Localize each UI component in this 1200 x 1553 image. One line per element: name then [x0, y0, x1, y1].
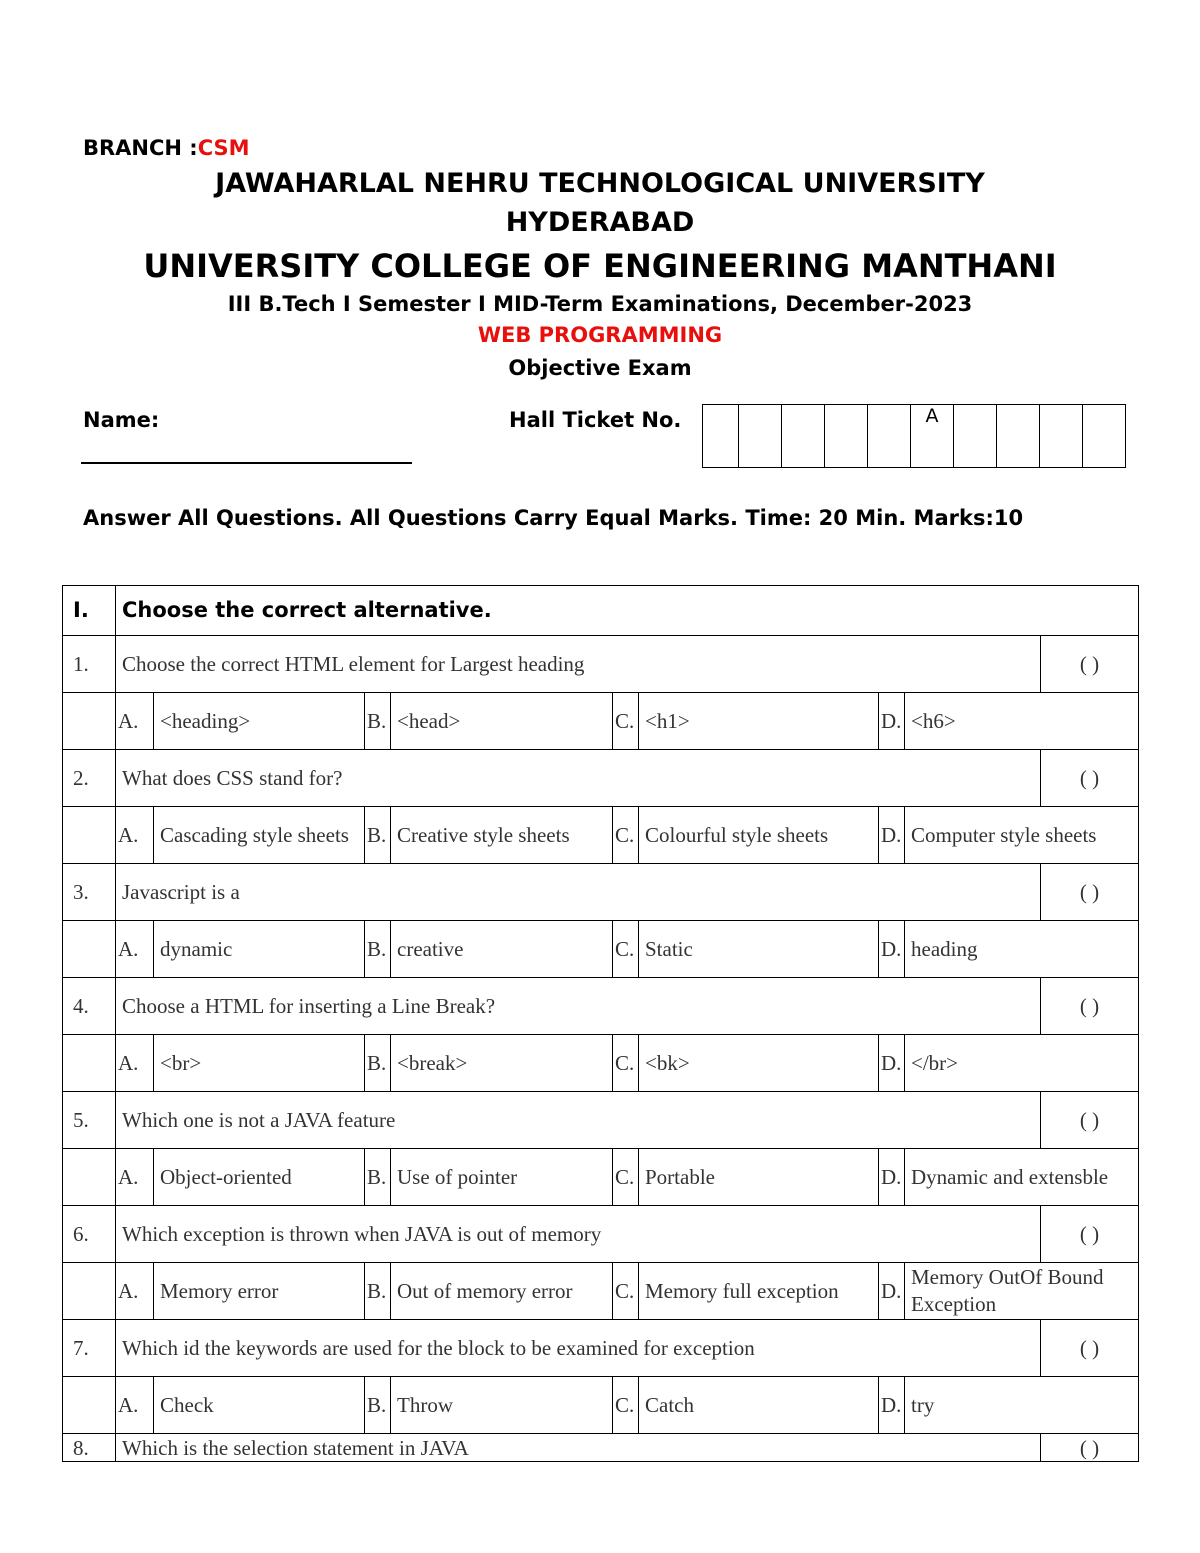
option-text: Dynamic and extensble: [905, 1149, 1139, 1206]
option-text: creative: [391, 921, 613, 978]
option-text: <h1>: [639, 693, 879, 750]
question-row: [63, 1206, 1139, 1263]
option-text: Out of memory error: [391, 1263, 613, 1320]
option-letter: A.: [116, 1263, 154, 1320]
option-text: <br>: [154, 1035, 365, 1092]
question-number: 3.: [63, 864, 116, 921]
instructions: Answer All Questions. All Questions Carry Equal Marks. Time: 20 Min. Marks:10: [83, 506, 1024, 530]
question-number: 6.: [63, 1206, 116, 1263]
option-letter: B.: [365, 1263, 391, 1320]
question-text: Which id the keywords are used for the block to be examined for exception: [116, 1320, 1041, 1377]
question-text: Javascript is a: [116, 864, 1041, 921]
exam-type: Objective Exam: [508, 356, 692, 380]
question-text: Which one is not a JAVA feature: [116, 1092, 1041, 1149]
option-text: Colourful style sheets: [639, 807, 879, 864]
questions-table: [62, 585, 1139, 1462]
option-letter: A.: [116, 1149, 154, 1206]
option-letter: D.: [879, 807, 905, 864]
question-text: What does CSS stand for?: [116, 750, 1041, 807]
option-text: Portable: [639, 1149, 879, 1206]
hall-ticket-box[interactable]: [868, 405, 911, 468]
option-text: Computer style sheets: [905, 807, 1139, 864]
option-text: </br>: [905, 1035, 1139, 1092]
options-row: [63, 807, 1139, 864]
question-text: Which exception is thrown when JAVA is out of memory: [116, 1206, 1041, 1263]
option-text: Use of pointer: [391, 1149, 613, 1206]
option-letter: C.: [613, 1035, 639, 1092]
option-text: Creative style sheets: [391, 807, 613, 864]
options-row: [63, 1263, 1139, 1320]
option-letter: D.: [879, 1149, 905, 1206]
option-letter: D.: [879, 1263, 905, 1320]
options-spacer: [63, 693, 116, 750]
option-letter: B.: [365, 1377, 391, 1434]
option-letter: A.: [116, 921, 154, 978]
option-text: Static: [639, 921, 879, 978]
hall-ticket-boxes: [702, 404, 1126, 468]
answer-bracket[interactable]: ( ): [1041, 1320, 1139, 1377]
option-text: Memory error: [154, 1263, 365, 1320]
option-letter: D.: [879, 1377, 905, 1434]
answer-bracket[interactable]: ( ): [1041, 1434, 1139, 1462]
question-row: [63, 1092, 1139, 1149]
option-text: dynamic: [154, 921, 365, 978]
option-letter: D.: [879, 1035, 905, 1092]
answer-bracket[interactable]: ( ): [1041, 978, 1139, 1035]
options-spacer: [63, 1263, 116, 1320]
option-text: Memory OutOf Bound Exception: [905, 1263, 1139, 1320]
answer-bracket[interactable]: ( ): [1041, 636, 1139, 693]
hall-ticket-box[interactable]: [997, 405, 1040, 468]
question-row: [63, 1320, 1139, 1377]
answer-bracket[interactable]: ( ): [1041, 750, 1139, 807]
option-letter: D.: [879, 693, 905, 750]
question-row: [63, 750, 1139, 807]
option-text: Throw: [391, 1377, 613, 1434]
options-row: [63, 693, 1139, 750]
question-row: [63, 978, 1139, 1035]
option-text: Object-oriented: [154, 1149, 365, 1206]
question-number: 4.: [63, 978, 116, 1035]
options-row: [63, 921, 1139, 978]
option-letter: C.: [613, 1149, 639, 1206]
answer-bracket[interactable]: ( ): [1041, 1092, 1139, 1149]
option-text: Catch: [639, 1377, 879, 1434]
answer-bracket[interactable]: ( ): [1041, 1206, 1139, 1263]
option-text: try: [905, 1377, 1139, 1434]
option-letter: A.: [116, 1035, 154, 1092]
options-spacer: [63, 1377, 116, 1434]
option-letter: A.: [116, 1377, 154, 1434]
question-row: [63, 1434, 1139, 1462]
option-letter: C.: [613, 1377, 639, 1434]
question-number: 1.: [63, 636, 116, 693]
name-field[interactable]: [81, 462, 412, 464]
option-text: <break>: [391, 1035, 613, 1092]
section-number: I.: [63, 586, 116, 636]
answer-bracket[interactable]: ( ): [1041, 864, 1139, 921]
option-letter: B.: [365, 1149, 391, 1206]
option-text: Cascading style sheets: [154, 807, 365, 864]
section-title: Choose the correct alternative.: [116, 586, 1139, 636]
question-row: [63, 864, 1139, 921]
option-text: <bk>: [639, 1035, 879, 1092]
university-name: JAWAHARLAL NEHRU TECHNOLOGICAL UNIVERSITY: [215, 168, 985, 199]
hall-ticket-label: Hall Ticket No.: [509, 408, 682, 432]
subject-title: WEB PROGRAMMING: [477, 323, 723, 347]
question-number: 8.: [63, 1434, 116, 1462]
option-letter: C.: [613, 693, 639, 750]
question-row: [63, 636, 1139, 693]
hall-ticket-box[interactable]: [703, 405, 739, 468]
question-number: 5.: [63, 1092, 116, 1149]
hall-ticket-box[interactable]: [782, 405, 825, 468]
option-letter: B.: [365, 807, 391, 864]
option-text: <head>: [391, 693, 613, 750]
question-text: Choose the correct HTML element for Largest heading: [116, 636, 1041, 693]
hall-ticket-box[interactable]: A: [911, 405, 954, 468]
college-name: UNIVERSITY COLLEGE OF ENGINEERING MANTHANI: [143, 247, 1057, 285]
option-letter: B.: [365, 921, 391, 978]
option-letter: C.: [613, 1263, 639, 1320]
options-row: [63, 1035, 1139, 1092]
hall-ticket-box[interactable]: [825, 405, 868, 468]
option-letter: C.: [613, 921, 639, 978]
question-text: Choose a HTML for inserting a Line Break?: [116, 978, 1041, 1035]
options-row: [63, 1377, 1139, 1434]
name-label: Name:: [83, 408, 160, 432]
branch-label: BRANCH :: [83, 136, 198, 160]
hall-ticket-box[interactable]: [954, 405, 997, 468]
question-text: Which is the selection statement in JAVA: [116, 1434, 1041, 1462]
option-text: <heading>: [154, 693, 365, 750]
hall-ticket-box[interactable]: [1040, 405, 1083, 468]
option-text: heading: [905, 921, 1139, 978]
question-number: 7.: [63, 1320, 116, 1377]
exam-title: III B.Tech I Semester I MID-Term Examinations, December-2023: [227, 292, 973, 316]
option-letter: B.: [365, 1035, 391, 1092]
options-spacer: [63, 921, 116, 978]
options-spacer: [63, 807, 116, 864]
option-letter: C.: [613, 807, 639, 864]
option-letter: A.: [116, 807, 154, 864]
option-letter: D.: [879, 921, 905, 978]
option-text: <h6>: [905, 693, 1139, 750]
option-letter: A.: [116, 693, 154, 750]
option-text: Check: [154, 1377, 365, 1434]
branch-line: [83, 136, 250, 160]
option-text: Memory full exception: [639, 1263, 879, 1320]
options-spacer: [63, 1035, 116, 1092]
branch-value: CSM: [197, 136, 250, 160]
question-number: 2.: [63, 750, 116, 807]
option-letter: B.: [365, 693, 391, 750]
options-spacer: [63, 1149, 116, 1206]
university-city: HYDERABAD: [505, 207, 695, 238]
hall-ticket-box[interactable]: [1083, 405, 1126, 468]
options-row: [63, 1149, 1139, 1206]
hall-ticket-box[interactable]: [739, 405, 782, 468]
